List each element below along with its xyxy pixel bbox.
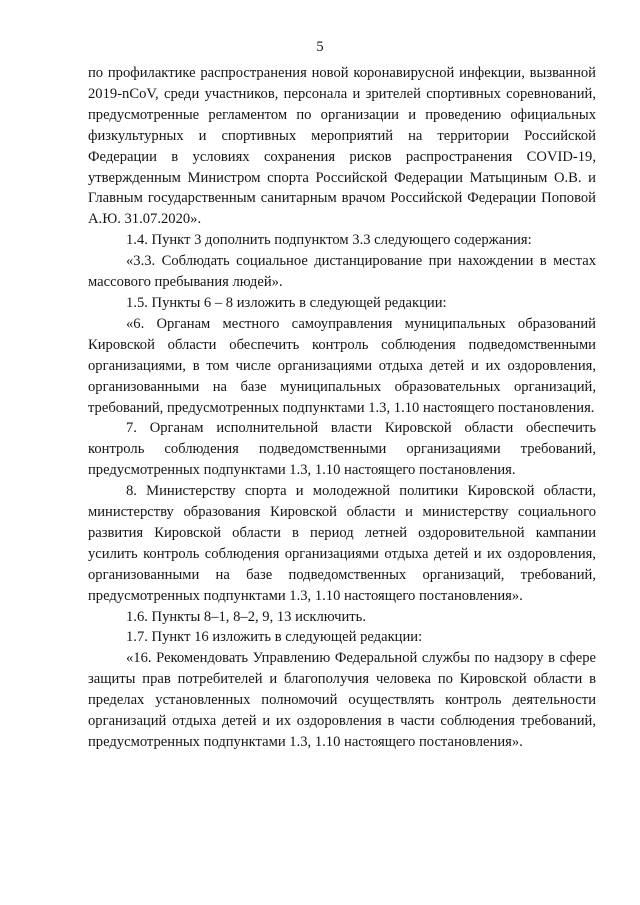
paragraph-3-3-quote: «3.3. Соблюдать социальное дистанцирование при нахождении в местах массового пребывания людей». bbox=[88, 253, 596, 291]
paragraph-point-16: «16. Рекомендовать Управлению Федеральной службы по надзору в сфере защиты прав потребителей и благополучия человека по Кировской области в пределах установленных полномочий осуществлять контроль деятельности организаций отдыха детей и их оздоровления в части соблюдения требований, предусмотренных подпунктами 1.3, 1.10 настоящего постановления». bbox=[88, 650, 596, 750]
paragraph-1-6: 1.6. Пункты 8–1, 8–2, 9, 13 исключить. bbox=[126, 608, 366, 625]
paragraph-point-6: «6. Органам местного самоуправления муниципальных образований Кировской области обеспечить контроль соблюдения подведомственными организациями, в том числе организациями отдыха детей и их оздоровления, организованными на базе муниципальных образовательных организаций, требований, предусмотренных подпунктами 1.3, 1.10 настоящего постановления. bbox=[88, 315, 596, 416]
paragraph-point-7: 7. Органам исполнительной власти Кировской области обеспечить контроль соблюдения подведомственными организациями требований, предусмотренных подпунктами 1.3, 1.10 настоящего постановления. bbox=[88, 420, 596, 479]
paragraph-1-7: 1.7. Пункт 16 изложить в следующей редакции: bbox=[126, 629, 423, 646]
paragraph-1-4: 1.4. Пункт 3 дополнить подпунктом 3.3 следующего содержания: bbox=[126, 232, 532, 249]
paragraph-continuation: по профилактике распространения новой коронавирусной инфекции, вызванной 2019-nCoV, среди участников, персонала и зрителей спортивных соревнований, предусмотренные регламентом по организации и проведению официальных физкультурных и спортивных мероприятий на территории Российской Федерации в условиях сохранения рисков распространения COVID-19, утвержденным Министром спорта Российской Федерации Матыциным О.В. и Главным государственным санитарным врачом Российской Федерации Поповой А.Ю. 31.07.2020». bbox=[88, 65, 596, 228]
page-number: 5 bbox=[316, 39, 324, 55]
paragraph-point-8: 8. Министерству спорта и молодежной политики Кировской области, министерству образования Кировской области и министерству социального развития Кировской области в период летней оздоровительной кампании усилить контроль соблюдения организациями отдыха детей и их оздоровления, организованными на базе подведомственных организаций, требований, предусмотренных подпунктами 1.3, 1.10 настоящего постановления». bbox=[88, 483, 596, 604]
paragraph-1-5: 1.5. Пункты 6 – 8 изложить в следующей редакции: bbox=[126, 294, 447, 311]
document-body bbox=[88, 63, 596, 753]
